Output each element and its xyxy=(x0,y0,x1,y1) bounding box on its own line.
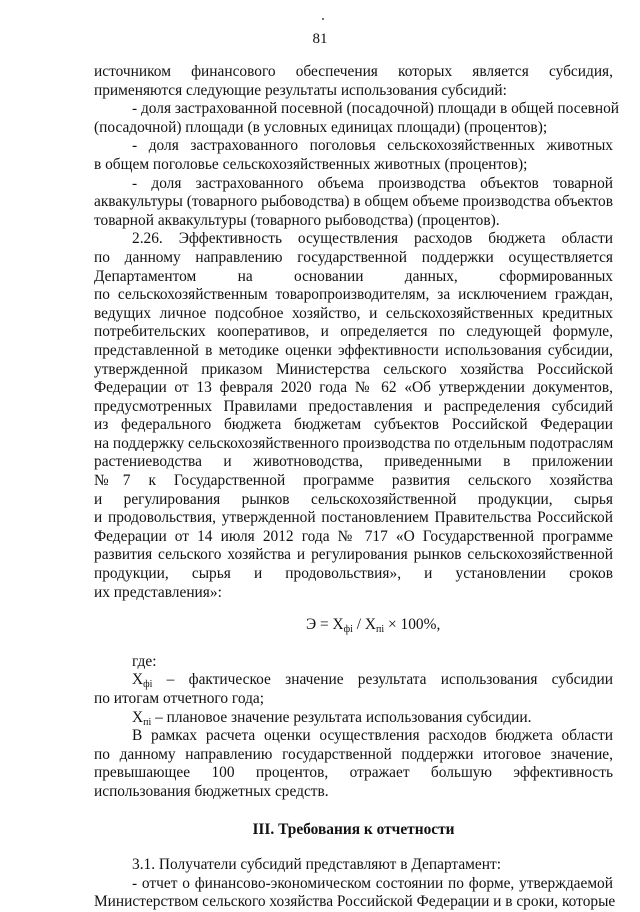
text-line: превышающее 100 процентов, отражает большую эффективность xyxy=(94,764,613,782)
formula-sub-fact: фi xyxy=(343,624,353,636)
text-line: №7 к Государственной программе развития сельского хозяйства xyxy=(94,472,613,490)
text-line: в общем поголовье сельскохозяйственных животных (процентов); xyxy=(94,155,528,173)
scan-speck xyxy=(322,18,324,20)
formula-lhs: Э = Х xyxy=(306,616,344,634)
def-symbol: Х xyxy=(132,671,144,689)
text-line: ведущих личное подсобное хозяйство, и сельскохозяйственных кредитных xyxy=(94,304,613,322)
text-line: Департаментом на основании данных, сформированных xyxy=(94,267,613,285)
document-body xyxy=(94,63,619,912)
text-line: Министерством сельского хозяйства Российской Федерации и в сроки, которые xyxy=(94,893,616,911)
definition-plan xyxy=(94,709,613,728)
text-line: по данному направлению государственной поддержки осуществляется xyxy=(94,248,613,266)
text-line: по сельскохозяйственным товаропроизводителям, за исключением граждан, xyxy=(94,286,613,304)
text-line: 2.26. Эффективность осуществления расходов бюджета области xyxy=(132,230,613,248)
text-line: и регулирования рынков сельскохозяйственной продукции, сырья xyxy=(94,490,613,508)
text-line: по данному направлению государственной поддержки итоговое значение, xyxy=(94,745,613,763)
text-line: предусмотренных Правилами предоставления и распределения субсидий xyxy=(94,397,613,415)
text-line: потребительских кооперативов, и определяется по следующей формуле, xyxy=(94,323,613,341)
formula-sub-plan: пi xyxy=(376,624,385,636)
text-line: их представления»: xyxy=(94,583,222,601)
def-text: – плановое значение результата использования субсидии. xyxy=(151,708,532,726)
text-line: 3.1. Получатели субсидий представляют в Департамент: xyxy=(132,856,501,874)
def-subscript: пi xyxy=(143,716,152,728)
text-line: утвержденной приказом Министерства сельского хозяйства Российской xyxy=(94,360,613,378)
text-line: по итогам отчетного года; xyxy=(94,690,265,707)
text-line: Федерации от 13 февраля 2020 года № 62 «Об утверждении документов, xyxy=(94,379,613,397)
text-line: представленной в методике оценки эффективности использования субсидии, xyxy=(94,341,613,359)
formula-rhs: × 100%, xyxy=(384,616,441,634)
formula-mid: / Х xyxy=(352,616,377,634)
text-line: аквакультуры (товарного рыбоводства) в общем объеме производства объектов xyxy=(94,193,613,211)
text-line: продукции, сырья и продовольствия», и установлении сроков xyxy=(94,565,613,583)
section-heading: III. Требования к отчетности xyxy=(252,820,455,838)
text-line: на поддержку сельскохозяйственного производства по отдельным подотраслям xyxy=(94,434,614,452)
text-line: - доля застрахованной посевной (посадочной) площади в общей посевной xyxy=(132,100,619,118)
text-line: - отчет о финансово-экономическом состоянии по форме, утверждаемой xyxy=(132,874,613,892)
text-line: использования бюджетных средств. xyxy=(94,782,329,800)
definition-fact xyxy=(94,671,613,690)
text-line: растениеводства и животноводства, приведенными в приложении xyxy=(94,453,613,471)
text-line: (посадочной) площади (в условных единицах площади) (процентов); xyxy=(94,118,548,136)
text-line: - доля застрахованного объема производства объектов товарной xyxy=(132,174,613,192)
page-number: 81 xyxy=(312,31,328,47)
text-line: - доля застрахованного поголовья сельскохозяйственных животных xyxy=(132,137,613,155)
where-label: где: xyxy=(132,652,157,670)
text-line: применяются следующие результаты использования субсидий: xyxy=(94,81,507,99)
def-symbol: Х xyxy=(132,708,144,726)
text-line: В рамках расчета оценки осуществления расходов бюджета области xyxy=(132,727,613,745)
text-line: развития сельского хозяйства и регулирования рынков сельскохозяйственной xyxy=(94,546,613,564)
text-line: источником финансового обеспечения которых является субсидия, xyxy=(94,63,613,80)
def-subscript: фi xyxy=(143,679,153,691)
def-text: – фактическое значение результата использования субсидии xyxy=(152,671,613,689)
text-line: из федерального бюджета бюджетам субъектов Российской Федерации xyxy=(94,416,613,434)
text-line: Федерации от 14 июля 2012 года № 717 «О Государственной программе xyxy=(94,527,613,545)
text-line: товарной аквакультуры (товарного рыбоводства) (процентов). xyxy=(94,211,500,229)
text-line: и продовольствия, утвержденной постановлением Правительства Российской xyxy=(94,509,613,527)
efficiency-formula xyxy=(94,616,613,635)
